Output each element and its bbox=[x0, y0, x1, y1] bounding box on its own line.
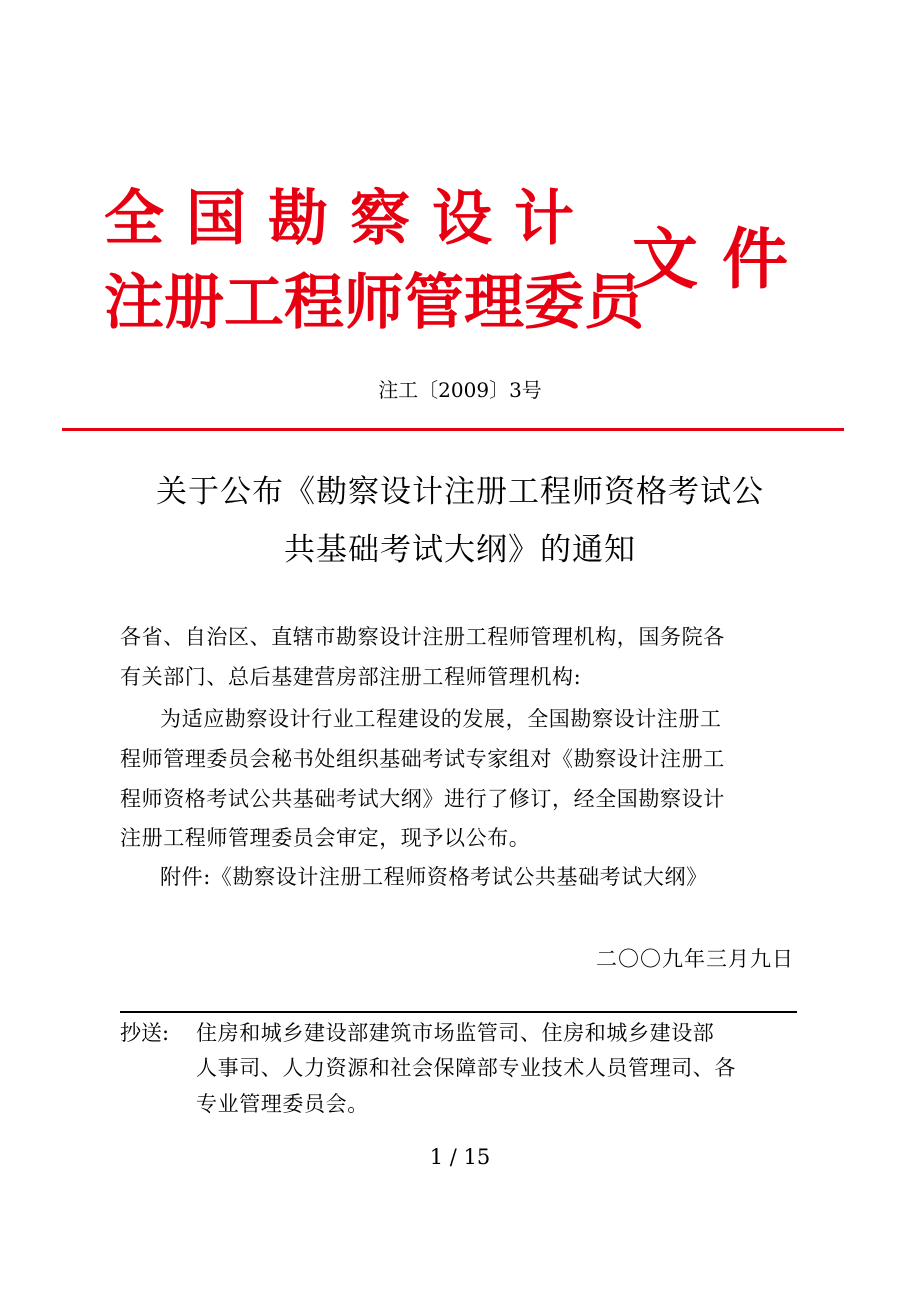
cc-label: 抄送: bbox=[120, 1021, 170, 1045]
page-number: 1 / 15 bbox=[429, 1145, 491, 1169]
issuer-name-line2: 注册工程师管理委员 bbox=[104, 268, 644, 338]
body-paragraph-line2: 程师管理委员会秘书处组织基础考试专家组对《勘察设计注册工 bbox=[120, 747, 725, 771]
notice-title-line2: 共基础考试大纲》的通知 bbox=[284, 532, 636, 568]
recipients-line2: 有关部门、总后基建营房部注册工程师管理机构: bbox=[120, 665, 582, 689]
document-label: 文件 bbox=[632, 221, 812, 298]
attachment-line: 附件:《勘察设计注册工程师资格考试公共基础考试大纲》 bbox=[160, 865, 708, 889]
red-divider bbox=[62, 428, 844, 431]
document-number: 注工〔2009〕3号 bbox=[378, 378, 542, 402]
issuer-name-line1: 全国勘察设计 bbox=[104, 184, 596, 254]
issue-date: 二〇〇九年三月九日 bbox=[596, 947, 794, 971]
cc-line2: 人事司、人力资源和社会保障部专业技术人员管理司、各 bbox=[196, 1056, 736, 1080]
cc-divider bbox=[120, 1011, 797, 1013]
cc-line1: 住房和城乡建设部建筑市场监管司、住房和城乡建设部 bbox=[196, 1021, 715, 1045]
notice-title-line1: 关于公布《勘察设计注册工程师资格考试公 bbox=[156, 474, 764, 510]
cc-line3: 专业管理委员会。 bbox=[196, 1092, 369, 1116]
body-paragraph-line3: 程师资格考试公共基础考试大纲》进行了修订，经全国勘察设计 bbox=[120, 787, 725, 811]
body-paragraph-line1: 为适应勘察设计行业工程建设的发展，全国勘察设计注册工 bbox=[160, 707, 722, 731]
body-paragraph-line4: 注册工程师管理委员会审定，现予以公布。 bbox=[120, 826, 531, 850]
recipients-line1: 各省、自治区、直辖市勘察设计注册工程师管理机构，国务院各 bbox=[120, 625, 725, 649]
